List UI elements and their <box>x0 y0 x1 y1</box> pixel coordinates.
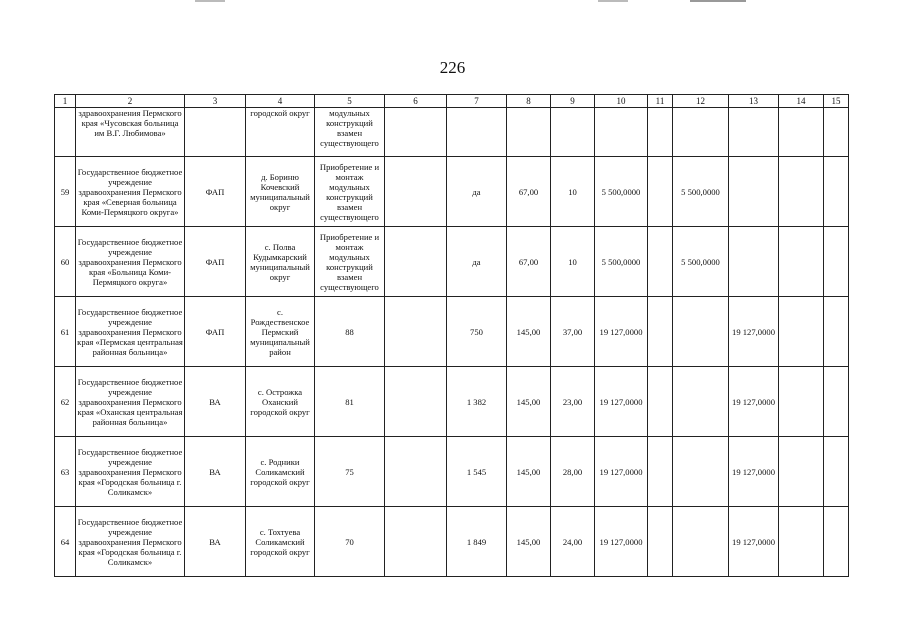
header-cell: 8 <box>507 95 551 108</box>
cell-col7: 1 382 <box>447 367 507 437</box>
cell-col13 <box>729 108 779 157</box>
cell-col15 <box>824 367 849 437</box>
cell-col11 <box>648 108 673 157</box>
cell-col5: Приобретение и монтаж модульных конструкций взамен существующего <box>315 227 385 297</box>
cell-col7: да <box>447 157 507 227</box>
cell-col14 <box>779 227 824 297</box>
header-cell: 9 <box>551 95 595 108</box>
continuation-row <box>55 108 849 157</box>
cell-col5: 70 <box>315 507 385 577</box>
header-cell: 1 <box>55 95 76 108</box>
cell-col14 <box>779 367 824 437</box>
header-cell: 5 <box>315 95 385 108</box>
cell-type: ФАП <box>185 227 246 297</box>
cell-col6 <box>385 227 447 297</box>
scan-artifact-right <box>690 0 746 2</box>
cell-col8: 145,00 <box>507 507 551 577</box>
cell-col7: 1 545 <box>447 437 507 507</box>
cell-col6 <box>385 367 447 437</box>
cell-col10: 5 500,0000 <box>595 157 648 227</box>
cell-col9 <box>551 108 595 157</box>
cell-institution: Государственное бюджетное учреждение здравоохранения Пермского края «Северная больница Коми-Пермяцкого округа» <box>76 157 185 227</box>
cell-location: с. Тохтуева Соликамский городской округ <box>246 507 315 577</box>
table-body <box>55 95 849 577</box>
cell-col10: 19 127,0000 <box>595 297 648 367</box>
cell-num: 64 <box>55 507 76 577</box>
cell-col12 <box>673 297 729 367</box>
cell-location: с. Рождественское Пермский муниципальный район <box>246 297 315 367</box>
cell-num: 60 <box>55 227 76 297</box>
table-row <box>55 437 849 507</box>
cell-col8: 145,00 <box>507 297 551 367</box>
cell-col6 <box>385 157 447 227</box>
header-cell: 4 <box>246 95 315 108</box>
cell-col13: 19 127,0000 <box>729 367 779 437</box>
cell-col13: 19 127,0000 <box>729 507 779 577</box>
header-cell: 14 <box>779 95 824 108</box>
cell-col6 <box>385 297 447 367</box>
cell-col9: 37,00 <box>551 297 595 367</box>
scan-artifact-mid <box>598 0 628 2</box>
cell-type: ФАП <box>185 297 246 367</box>
cell-col11 <box>648 367 673 437</box>
header-cell: 12 <box>673 95 729 108</box>
table-row <box>55 297 849 367</box>
cell-num <box>55 108 76 157</box>
cell-col8: 145,00 <box>507 437 551 507</box>
cell-col11 <box>648 227 673 297</box>
cell-col15 <box>824 227 849 297</box>
header-cell: 13 <box>729 95 779 108</box>
cell-col13 <box>729 157 779 227</box>
header-cell: 15 <box>824 95 849 108</box>
cell-location: д. Бориню Кочевский муниципальный округ <box>246 157 315 227</box>
cell-col15 <box>824 437 849 507</box>
cell-col5: модульных конструкций взамен существующего <box>315 108 385 157</box>
cell-col15 <box>824 297 849 367</box>
cell-institution: Государственное бюджетное учреждение здравоохранения Пермского края «Оханская центральная районная больница» <box>76 367 185 437</box>
cell-col14 <box>779 108 824 157</box>
header-cell: 3 <box>185 95 246 108</box>
cell-col10: 19 127,0000 <box>595 367 648 437</box>
cell-institution: Государственное бюджетное учреждение здравоохранения Пермского края «Городская больница г. Соликамск» <box>76 437 185 507</box>
cell-col15 <box>824 108 849 157</box>
cell-col9: 28,00 <box>551 437 595 507</box>
table-row <box>55 507 849 577</box>
cell-col14 <box>779 507 824 577</box>
cell-type: ФАП <box>185 157 246 227</box>
cell-location: с. Острожка Оханский городской округ <box>246 367 315 437</box>
table-row <box>55 227 849 297</box>
cell-col14 <box>779 157 824 227</box>
cell-location: с. Полва Кудымкарский муниципальный округ <box>246 227 315 297</box>
scan-artifact-left <box>195 0 225 2</box>
cell-col13 <box>729 227 779 297</box>
cell-col8 <box>507 108 551 157</box>
cell-col15 <box>824 507 849 577</box>
data-table <box>54 94 849 577</box>
cell-col6 <box>385 108 447 157</box>
cell-col9: 10 <box>551 227 595 297</box>
cell-institution: Государственное бюджетное учреждение здравоохранения Пермского края «Городская больница г. Соликамск» <box>76 507 185 577</box>
cell-col8: 145,00 <box>507 367 551 437</box>
cell-col12: 5 500,0000 <box>673 157 729 227</box>
header-row <box>55 95 849 108</box>
cell-col5: 88 <box>315 297 385 367</box>
cell-location: городской округ <box>246 108 315 157</box>
cell-institution: Государственное бюджетное учреждение здравоохранения Пермского края «Больница Коми-Пермяцкого округа» <box>76 227 185 297</box>
cell-col12 <box>673 367 729 437</box>
cell-col9: 10 <box>551 157 595 227</box>
cell-col9: 23,00 <box>551 367 595 437</box>
header-cell: 10 <box>595 95 648 108</box>
cell-col7 <box>447 108 507 157</box>
cell-col12 <box>673 437 729 507</box>
header-cell: 11 <box>648 95 673 108</box>
cell-col10: 19 127,0000 <box>595 437 648 507</box>
cell-col7: 750 <box>447 297 507 367</box>
cell-col14 <box>779 437 824 507</box>
cell-col7: да <box>447 227 507 297</box>
cell-col11 <box>648 437 673 507</box>
cell-col10: 5 500,0000 <box>595 227 648 297</box>
cell-col9: 24,00 <box>551 507 595 577</box>
cell-num: 61 <box>55 297 76 367</box>
table-row <box>55 367 849 437</box>
page-number: 226 <box>439 58 466 77</box>
cell-col11 <box>648 507 673 577</box>
cell-type: ВА <box>185 437 246 507</box>
cell-col11 <box>648 297 673 367</box>
header-cell: 6 <box>385 95 447 108</box>
cell-col12: 5 500,0000 <box>673 227 729 297</box>
cell-col10: 19 127,0000 <box>595 507 648 577</box>
cell-institution: здравоохранения Пермского края «Чусовская больница им В.Г. Любимова» <box>76 108 185 157</box>
cell-col13: 19 127,0000 <box>729 297 779 367</box>
cell-num: 63 <box>55 437 76 507</box>
cell-col8: 67,00 <box>507 227 551 297</box>
cell-type <box>185 108 246 157</box>
cell-col14 <box>779 297 824 367</box>
cell-col10 <box>595 108 648 157</box>
cell-type: ВА <box>185 367 246 437</box>
cell-type: ВА <box>185 507 246 577</box>
cell-col7: 1 849 <box>447 507 507 577</box>
cell-col5: 75 <box>315 437 385 507</box>
cell-col8: 67,00 <box>507 157 551 227</box>
cell-col15 <box>824 157 849 227</box>
header-cell: 2 <box>76 95 185 108</box>
cell-col12 <box>673 108 729 157</box>
cell-col5: Приобретение и монтаж модульных конструкций взамен существующего <box>315 157 385 227</box>
header-cell: 7 <box>447 95 507 108</box>
cell-num: 62 <box>55 367 76 437</box>
cell-col6 <box>385 437 447 507</box>
cell-location: с. Родники Соликамский городской округ <box>246 437 315 507</box>
table-row <box>55 157 849 227</box>
cell-col11 <box>648 157 673 227</box>
cell-col5: 81 <box>315 367 385 437</box>
cell-col6 <box>385 507 447 577</box>
cell-col12 <box>673 507 729 577</box>
cell-num: 59 <box>55 157 76 227</box>
cell-institution: Государственное бюджетное учреждение здравоохранения Пермского края «Пермская центральная районная больница» <box>76 297 185 367</box>
cell-col13: 19 127,0000 <box>729 437 779 507</box>
